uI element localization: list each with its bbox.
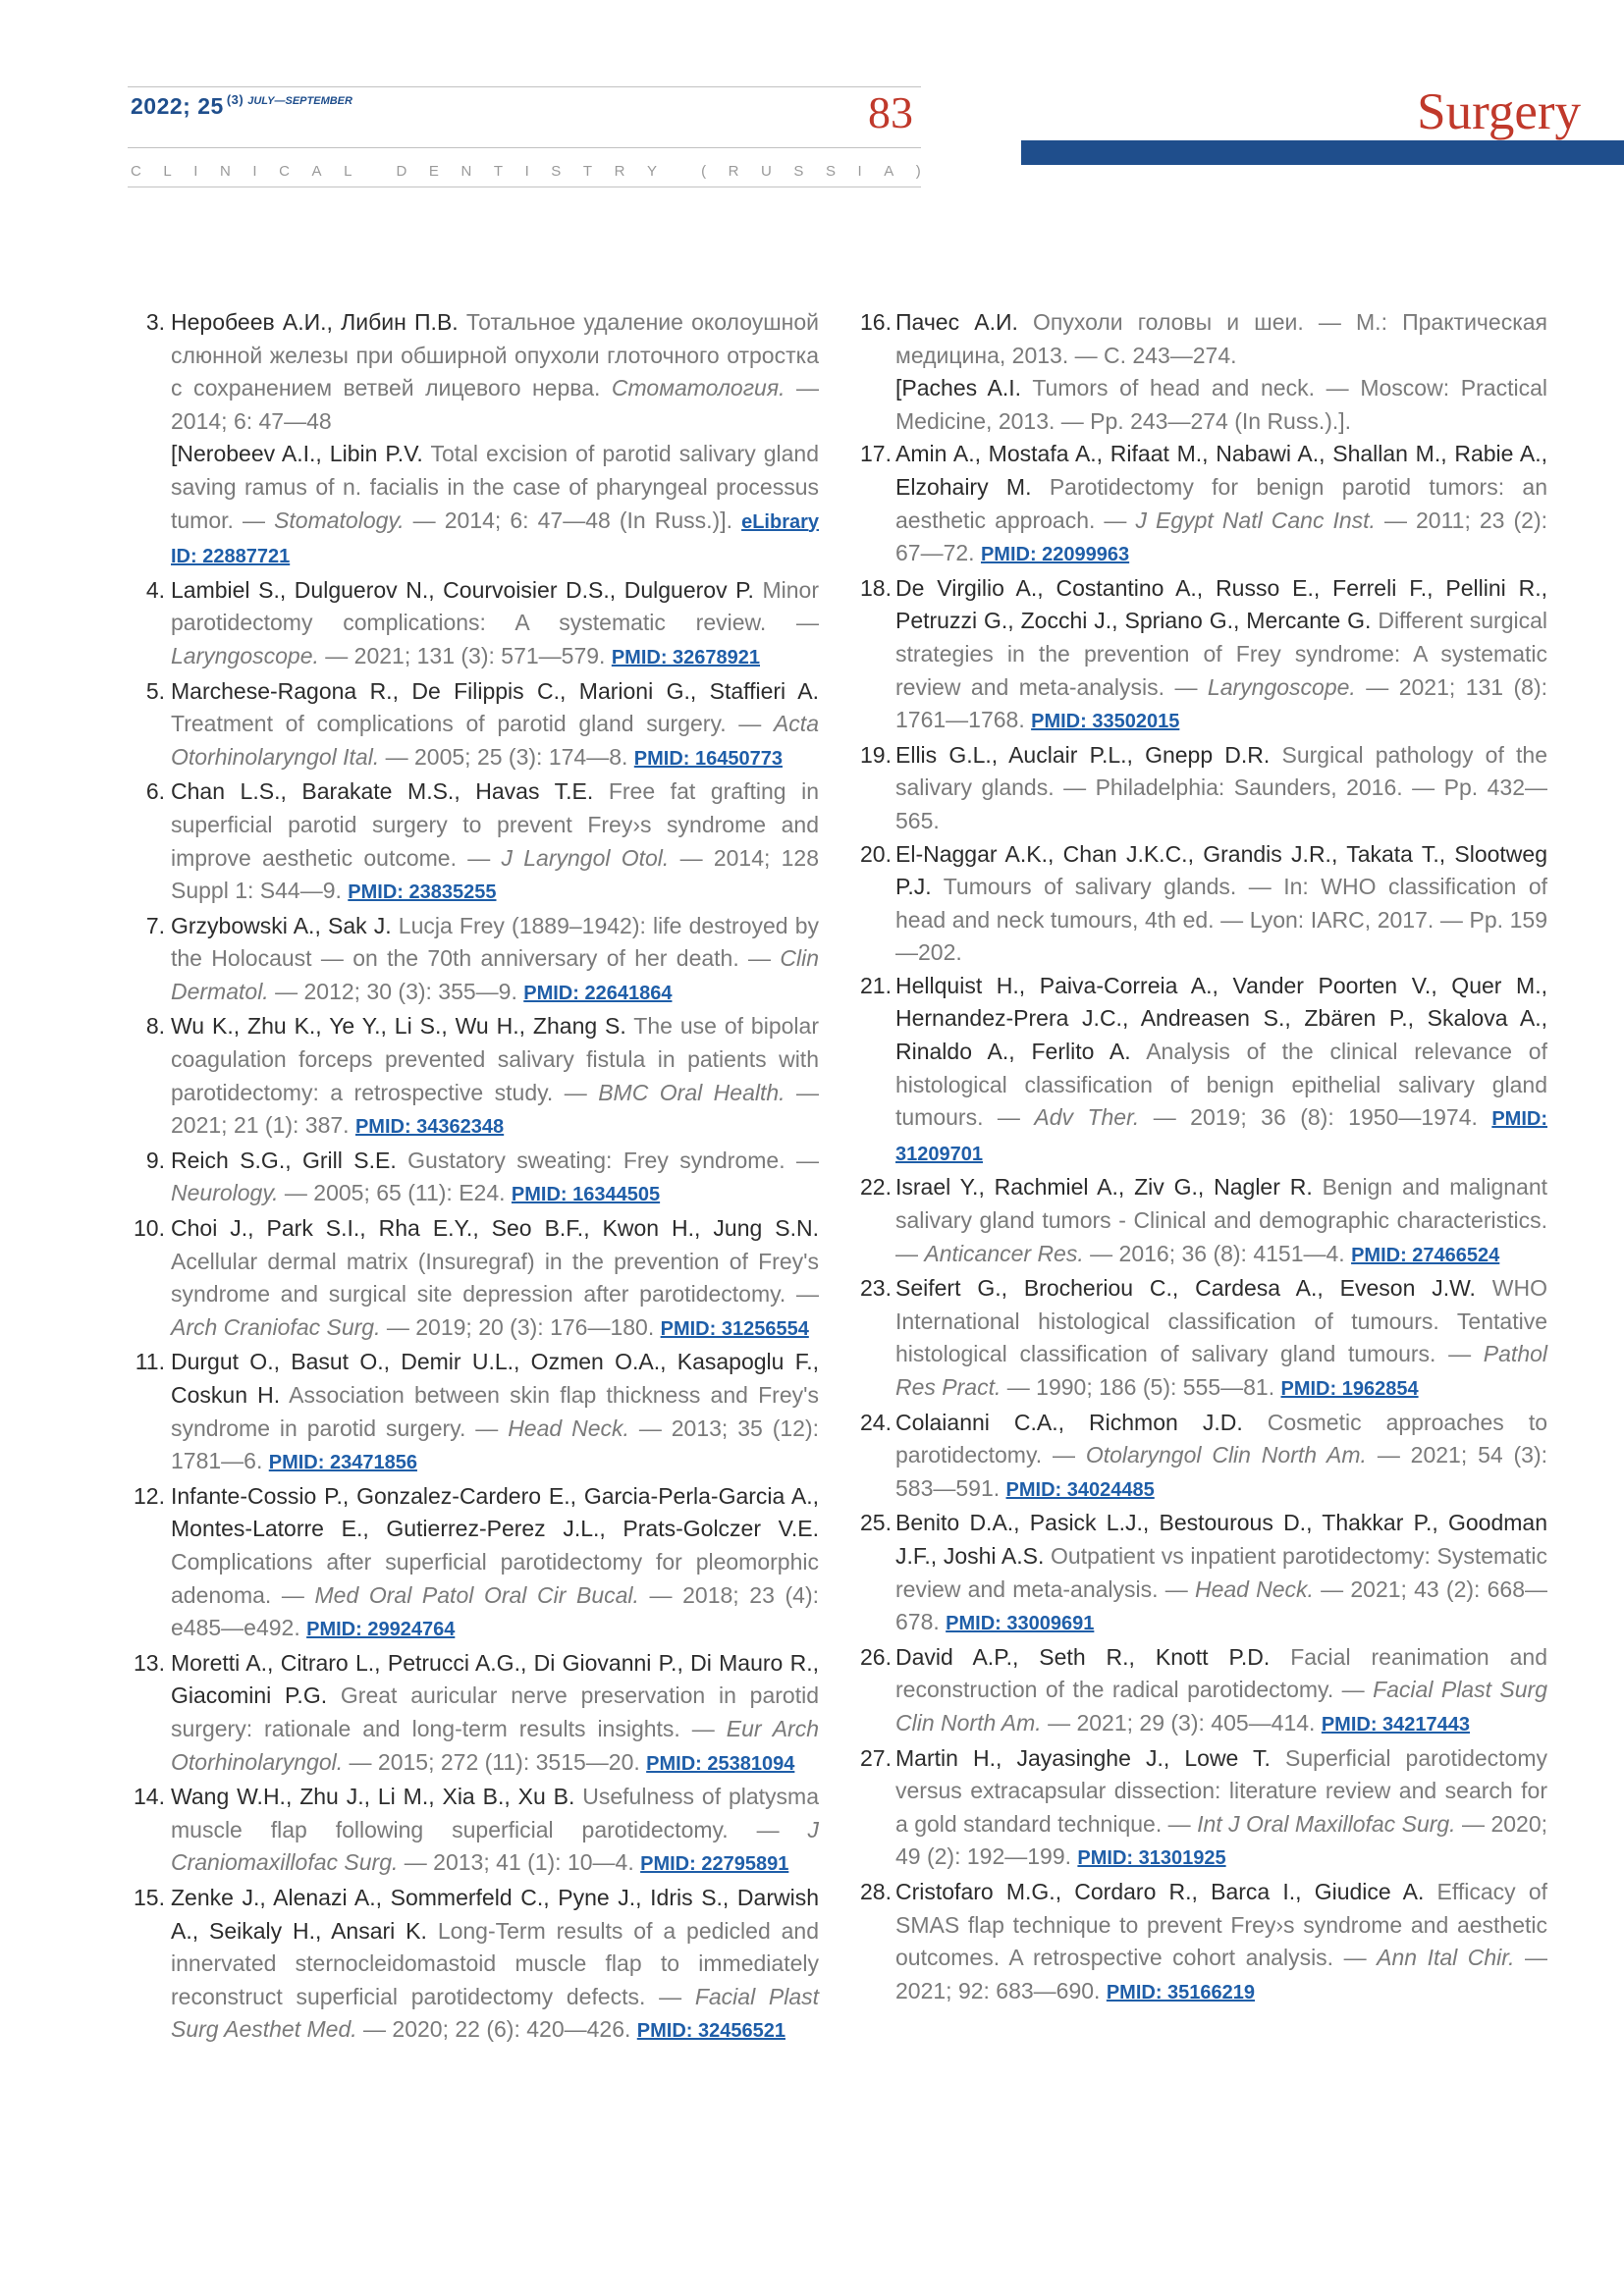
reference-title: Usefulness of platysma muscle flap following superficial parotidectomy. — [171,1784,820,1842]
reference-journal: Int J Oral Maxillofac Surg. [1197,1810,1456,1837]
reference-item [860,1272,1547,1406]
reference-body [171,1882,819,2049]
reference-details: — 2021; 54 (3): 583—591. [895,1442,1548,1501]
reference-body [895,1272,1547,1406]
reference-number: 17. [860,441,892,467]
pmid-link[interactable]: PMID: 22795891 [640,1853,789,1876]
reference-journal: Ann Ital Chir. [1377,1945,1515,1971]
reference-item [135,1145,819,1212]
reference-journal: Head Neck. [508,1415,629,1441]
reference-number: 19. [860,741,892,768]
reference-item [860,1641,1547,1742]
reference-text [895,1171,1547,1272]
reference-text [171,1010,819,1144]
reference-details: — 2021; 21 (1): 387. [171,1079,820,1139]
reference-number: 20. [860,840,892,867]
journal-letter: A [311,163,322,180]
pmid-link[interactable]: PMID: 23471856 [268,1452,417,1474]
reference-title: Minor parotidectomy complications: A systematic review. — [171,576,819,636]
reference-item [135,1781,819,1882]
reference-body [171,1781,819,1882]
reference-title: Outpatient vs inpatient parotidectomy: Systematic review and meta-analysis. — [895,1542,1548,1602]
reference-number: 15. [134,1884,165,1910]
pmid-link[interactable]: PMID: 32456521 [636,2020,785,2043]
reference-journal: J Laryngol Otol. [501,844,670,871]
reference-text [171,675,819,776]
reference-details: — 2013; 35 (12): 1781—6. [171,1415,819,1474]
reference-details: — 2018; 23 (4): e485—e492. [171,1581,819,1641]
reference-text [171,574,819,675]
pmid-link[interactable]: PMID: 34217443 [1321,1713,1471,1735]
references-right-column [860,306,1547,2009]
reference-journal: Clin Dermatol. [171,945,819,1004]
reference-text [171,775,819,909]
reference-details: — 1990; 186 (5): 555—81. [1006,1374,1275,1400]
reference-journal: Facial Plast Surg Clin North Am. [895,1677,1547,1735]
reference-text [171,1480,819,1647]
reference-number: 22. [860,1174,892,1201]
reference-number: 16. [860,309,892,335]
reference-item [860,572,1547,739]
issue-year-volume: 2022; 25 [131,93,224,119]
pmid-link[interactable]: PMID: 29924764 [306,1619,456,1641]
reference-item [135,1480,819,1647]
reference-text [895,1272,1547,1406]
reference-text [171,1882,819,2049]
reference-title: Treatment of complications of parotid gland surgery. — [171,711,762,737]
journal-letter: T [582,163,593,180]
reference-authors: Martin H., Jayasinghe J., Lowe T. [895,1744,1271,1771]
journal-letter: D [396,163,407,180]
reference-item [135,1882,819,2049]
reference-journal: Eur Arch Otorhinolaryngol. [171,1715,820,1775]
reference-authors: Grzybowski A., Sak J. [171,912,392,938]
reference-authors: Infante-Cossio P., Gonzalez-Cardero E., Garcia-Perla-Garcia A., Montes-Latorre E., Gutierrez-Perez J.L., Prats-Golczer V.E. [171,1482,819,1542]
reference-authors: Israel Y., Rachmiel A., Ziv G., Nagler R. [895,1174,1313,1201]
reference-translation-journal: Stomatology. [274,507,405,533]
reference-body [171,1647,819,1781]
pmid-link[interactable]: PMID: 1962854 [1280,1378,1419,1400]
reference-title: Long-Term results of a pedicled and innervated sternocleidomastoid muscle flap to immediately reconstruct superficial parotidectomy defects. — [171,1917,820,2009]
pmid-link[interactable]: PMID: 16344505 [511,1184,661,1206]
reference-authors: Zenke J., Alenazi A., Sommerfeld C., Pyne J., Idris S., Darwish A., Seikaly H., Ansari K. [171,1884,819,1944]
reference-text [895,1641,1547,1742]
reference-text [171,1647,819,1781]
reference-body [171,1212,819,1346]
reference-details: — 2014; 128 Suppl 1: S44—9. [171,844,820,904]
journal-letter: ( [701,163,707,180]
reference-translation-authors: [Paches A.I. [895,375,1022,401]
reference-details: — 2012; 30 (3): 355—9. [275,978,517,1004]
header-rule-top [128,86,921,87]
reference-title: Efficacy of SMAS flap technique to prevent Frey›s syndrome and aesthetic outcomes. A retrospective cohort analysis. — [895,1878,1548,1971]
reference-authors: Marchese-Ragona R., De Filippis C., Marioni G., Staffieri A. [171,677,819,704]
issue-info [131,92,352,120]
reference-details: — 2020; 22 (6): 420—426. [363,2016,631,2043]
reference-number: 21. [860,972,892,998]
reference-translation-title: Tumors of head and neck. — Moscow: Practical Medicine, 2013. — Pp. 243—274 (In Russ.).]. [895,375,1547,434]
journal-letter: N [460,163,472,180]
reference-details: — 2020; 49 (2): 192—199. [895,1810,1548,1870]
reference-authors: Неробеев А.И., Либин П.В. [171,309,459,335]
reference-authors: Chan L.S., Barakate M.S., Havas T.E. [171,778,594,805]
reference-body [171,1145,819,1212]
journal-letter: I [193,163,198,180]
reference-item [135,1346,819,1479]
pmid-link[interactable]: PMID: 27466524 [1351,1244,1500,1266]
reference-title: Different surgical strategies in the prevention of Frey syndrome: A systematic review and meta-analysis. — [895,608,1548,700]
reference-item [860,970,1547,1172]
reference-journal: Facial Plast Surg Aesthet Med. [171,1983,820,2043]
reference-journal: J Egypt Natl Canc Inst. [1135,507,1376,533]
reference-authors: Choi J., Park S.I., Rha E.Y., Seo B.F., Kwon H., Jung S.N. [171,1215,819,1242]
reference-item [860,1171,1547,1272]
reference-number: 11. [135,1349,165,1375]
reference-text [895,1507,1547,1640]
reference-authors: Hellquist H., Paiva-Correia A., Vander Poorten V., Quer M., Hernandez-Prera J.C., Andreasen S., Zbären P., Skalova A., Rinaldo A., Ferlito A. [895,972,1547,1065]
reference-journal: J Craniomaxillofac Surg. [171,1816,819,1876]
reference-authors: Lambiel S., Dulguerov N., Courvoisier D.S., Dulguerov P. [171,576,754,603]
reference-item [135,1010,819,1144]
pmid-link[interactable]: PMID: 31256554 [660,1317,809,1340]
reference-item [135,1212,819,1346]
reference-body [171,574,819,675]
reference-body [895,306,1547,438]
reference-text [171,1781,819,1882]
reference-body [895,739,1547,838]
issue-months: JULY—SEPTEMBER [247,95,352,107]
reference-item [135,574,819,675]
page-number: 83 [868,87,913,137]
reference-body [895,572,1547,739]
reference-body [171,675,819,776]
reference-number: 10. [134,1215,165,1242]
journal-name [131,163,921,180]
references-left-column [135,306,819,2049]
reference-title: Superficial parotidectomy versus extracapsular dissection: literature review and search for a gold standard technique. — [895,1744,1547,1837]
reference-body [895,1641,1547,1742]
reference-title: Cosmetic approaches to parotidectomy. — [895,1409,1547,1468]
journal-letter: U [761,163,772,180]
reference-title: Great auricular nerve preservation in parotid surgery: rationale and long-term results insights. — [171,1682,819,1741]
reference-item [860,838,1547,970]
pmid-link[interactable]: PMID: 22641864 [523,982,673,1004]
pmid-link[interactable]: PMID: 23835255 [348,881,497,904]
pmid-link[interactable]: PMID: 34024485 [1005,1478,1155,1501]
reference-journal: Laryngoscope. [171,642,319,668]
reference-item [135,1647,819,1781]
reference-authors: El-Naggar A.K., Chan J.K.C., Grandis J.R., Takata T., Slootweg P.J. [895,840,1547,900]
elibrary-link[interactable]: eLibrary ID: 22887721 [171,510,820,568]
reference-title: WHO International histological classification of tumours. Tentative histological classification of salivary gland tumours. — [895,1275,1548,1367]
reference-body [895,838,1547,970]
reference-title: Complications after superficial parotidectomy for pleomorphic adenoma. — [171,1548,819,1608]
reference-item [860,306,1547,438]
reference-title: Тотальное удаление околоушной слюнной железы при обширной опухоли глоточного отростка с сохранением ветвей лицевого нерва. [171,309,820,401]
reference-body [895,1742,1547,1876]
reference-number: 18. [860,574,892,601]
pmid-link[interactable]: PMID: 34362348 [354,1116,505,1139]
reference-authors: Reich S.G., Grill S.E. [171,1147,397,1173]
reference-title: Association between skin flap thickness and Frey's syndrome in parotid surgery. — [171,1382,820,1441]
pmid-link[interactable]: PMID: 35166219 [1106,1981,1256,2003]
pmid-link[interactable]: PMID: 31209701 [895,1108,1548,1165]
reference-details: — 2015; 272 (11): 3515—20. [349,1748,640,1775]
reference-body [171,306,819,574]
reference-journal: Otolaryngol Clin North Am. [1085,1442,1367,1468]
reference-title: Gustatory sweating: Frey syndrome. — [407,1147,820,1173]
reference-details: — 2021; 29 (3): 405—414. [1048,1709,1316,1735]
reference-body [171,910,819,1011]
pmid-link[interactable]: PMID: 33009691 [946,1613,1095,1635]
reference-title: Surgical pathology of the salivary glands. — Philadelphia: Saunders, 2016. — Pp. 432—565. [895,741,1547,833]
reference-title: The use of bipolar coagulation forceps prevented salivary fistula in patients with parotidectomy: a retrospective study. — [171,1013,819,1105]
reference-authors: Пачес А.И. [895,309,1018,335]
reference-title: Analysis of the clinical relevance of histological classification of benign epithelial salivary gland tumours. — [895,1039,1547,1131]
reference-text [895,1742,1547,1876]
reference-authors: Seifert G., Brocheriou C., Cardesa A., Eveson J.W. [895,1275,1476,1302]
reference-number: 24. [860,1409,892,1435]
journal-letter: N [220,163,231,180]
reference-number: 3. [145,309,165,335]
reference-details: — 2014; 6: 47—48 [171,375,819,434]
reference-title: Facial reanimation and reconstruction of the radical parotidectomy. — [895,1643,1547,1703]
reference-text [171,1145,819,1212]
reference-body [171,775,819,909]
journal-letter: C [279,163,290,180]
reference-details: — 2005; 25 (3): 174—8. [385,743,628,770]
reference-authors: Moretti A., Citraro L., Petrucci A.G., Di Giovanni P., Di Mauro R., Giacomini P.G. [171,1649,819,1709]
reference-journal: Pathol Res Pract. [895,1341,1548,1400]
reference-journal: Head Neck. [1194,1575,1314,1602]
reference-authors: Cristofaro M.G., Cordaro R., Barca I., Giudice A. [895,1878,1425,1904]
reference-details: — 2019; 36 (8): 1950—1974. [1153,1104,1478,1131]
reference-details: — 2019; 20 (3): 176—180. [386,1313,655,1340]
reference-text [895,838,1547,970]
reference-body [895,970,1547,1172]
reference-details: — 2013; 41 (1): 10—4. [404,1849,634,1876]
reference-journal: BMC Oral Health. [598,1079,785,1105]
reference-number: 23. [860,1275,892,1302]
journal-letter: I [857,163,862,180]
reference-item [135,675,819,776]
journal-letter: I [524,163,529,180]
journal-letter: R [614,163,625,180]
reference-text [895,572,1547,739]
reference-text [171,1346,819,1479]
reference-translation-authors: [Nerobeev A.I., Libin P.V. [171,441,423,467]
journal-letter: E [428,163,439,180]
journal-letter: L [344,163,352,180]
reference-text [171,306,819,438]
pmid-link[interactable]: PMID: 22099963 [980,544,1130,566]
pmid-link[interactable]: PMID: 31301925 [1077,1847,1226,1870]
reference-item [135,910,819,1011]
reference-details: — 2021; 131 (3): 571—579. [325,642,606,668]
reference-authors: Ellis G.L., Auclair P.L., Gnepp D.R. [895,741,1271,768]
reference-body [171,1010,819,1144]
reference-authors: Durgut O., Basut O., Demir U.L., Ozmen O.A., Kasapoglu F., Coskun H. [171,1349,819,1408]
reference-item [135,775,819,909]
reference-text [895,1876,1547,2009]
reference-text [895,739,1547,838]
reference-number: 14. [134,1784,165,1810]
reference-journal: Стоматология. [611,375,785,401]
reference-journal: Acta Otorhinolaryngol Ital. [171,711,819,770]
pmid-link[interactable]: PMID: 33502015 [1031,711,1180,733]
reference-authors: Colaianni C.A., Richmon J.D. [895,1409,1243,1435]
reference-details: — 2005; 65 (11): E24. [284,1180,506,1206]
reference-authors: David A.P., Seth R., Knott P.D. [895,1643,1271,1670]
reference-details: — 2021; 43 (2): 668—678. [895,1575,1547,1635]
reference-title: Опухоли головы и шеи. — М.: Практическая медицина, 2013. — С. 243—274. [895,309,1548,368]
reference-number: 6. [145,778,165,805]
reference-body [895,1407,1547,1508]
reference-number: 4. [145,576,165,603]
reference-item [860,1742,1547,1876]
reference-title: Lucja Frey (1889–1942): life destroyed by the Holocaust — on the 70th anniversary of her death. — [171,912,820,972]
reference-authors: Wang W.H., Zhu J., Li M., Xia B., Xu B. [171,1784,575,1810]
reference-journal: Adv Ther. [1034,1104,1140,1131]
reference-title: Free fat grafting in superficial parotid surgery to prevent Frey›s syndrome and improve aesthetic outcome. — [171,778,820,871]
reference-text [895,970,1547,1172]
reference-text [171,1212,819,1346]
pmid-link[interactable]: PMID: 16450773 [633,747,783,770]
journal-letter: L [163,163,172,180]
journal-letter: S [793,163,804,180]
reference-item [860,739,1547,838]
reference-details: — 2021; 92: 683—690. [895,1945,1548,2003]
journal-letter: Y [646,163,657,180]
reference-item [860,1876,1547,2009]
header-rule-middle [128,147,921,148]
reference-translation [171,438,819,573]
journal-letter: ) [915,163,921,180]
reference-body [895,1876,1547,2009]
reference-details: — 2011; 23 (2): 67—72. [895,507,1548,566]
journal-letter: R [728,163,739,180]
reference-body [171,1346,819,1479]
reference-body [895,438,1547,571]
journal-letter: T [493,163,504,180]
reference-number: 27. [860,1744,892,1771]
section-color-bar [1021,140,1624,165]
reference-item [860,1407,1547,1508]
pmid-link[interactable]: PMID: 32678921 [611,646,761,668]
reference-details: — 2016; 36 (8): 4151—4. [1090,1240,1345,1266]
reference-authors: De Virgilio A., Costantino A., Russo E., Ferreli F., Pellini R., Petruzzi G., Zocchi J., Spriano G., Mercante G. [895,574,1547,634]
reference-text [895,1407,1547,1508]
reference-journal: Arch Craniofac Surg. [171,1313,381,1340]
reference-number: 9. [145,1147,165,1173]
reference-translation-details: — 2014; 6: 47—48 (In Russ.)]. [412,507,732,533]
reference-journal: Laryngoscope. [1207,673,1356,700]
issue-number: (3) [226,92,244,107]
reference-number: 8. [145,1013,165,1040]
journal-letter: A [884,163,894,180]
reference-number: 28. [860,1878,892,1904]
reference-title: Benign and malignant salivary gland tumors - Clinical and demographic characteristics. — [895,1174,1548,1266]
reference-item [860,438,1547,571]
reference-journal: Med Oral Patol Oral Cir Bucal. [314,1581,639,1608]
reference-title: Parotidectomy for benign parotid tumors: an aesthetic approach. — [895,473,1547,533]
reference-text [895,438,1547,571]
journal-letter: S [551,163,562,180]
reference-body [895,1507,1547,1640]
reference-number: 13. [134,1649,165,1676]
reference-translation-title: Total excision of parotid salivary gland saving ramus of n. facialis in the case of pharyngeal processus tumor. — [171,441,819,533]
reference-title: Tumours of salivary glands. — In: WHO classification of head and neck tumours, 4th ed. — Lyon: IARC, 2017. — Pp. 159—202. [895,874,1547,966]
reference-title: Acellular dermal matrix (Insuregraf) in the prevention of Frey's syndrome and surgical site depression after parotidectomy. — [171,1248,819,1308]
reference-translation [895,372,1547,438]
reference-text [171,910,819,1011]
journal-letter: S [825,163,836,180]
reference-number: 5. [145,677,165,704]
journal-letter: I [252,163,257,180]
reference-body [895,1171,1547,1272]
reference-item [135,306,819,574]
reference-text [895,306,1547,372]
reference-number: 26. [860,1643,892,1670]
reference-body [171,1480,819,1647]
reference-authors: Benito D.A., Pasick L.J., Bestourous D., Thakkar P., Goodman J.F., Joshi A.S. [895,1510,1547,1569]
section-title: Surgery [1417,83,1581,140]
reference-number: 7. [145,912,165,938]
reference-authors: Amin A., Mostafa A., Rifaat M., Nabawi A., Shallan M., Rabie A., Elzohairy M. [895,441,1547,500]
reference-journal: Neurology. [171,1180,279,1206]
reference-details: — 2021; 131 (8): 1761—1768. [895,673,1548,733]
reference-journal: Anticancer Res. [924,1240,1084,1266]
reference-number: 12. [134,1482,165,1509]
journal-letter: C [131,163,141,180]
pmid-link[interactable]: PMID: 25381094 [646,1752,795,1775]
reference-item [860,1507,1547,1640]
reference-number: 25. [860,1510,892,1536]
reference-authors: Wu K., Zhu K., Ye Y., Li S., Wu H., Zhang S. [171,1013,626,1040]
